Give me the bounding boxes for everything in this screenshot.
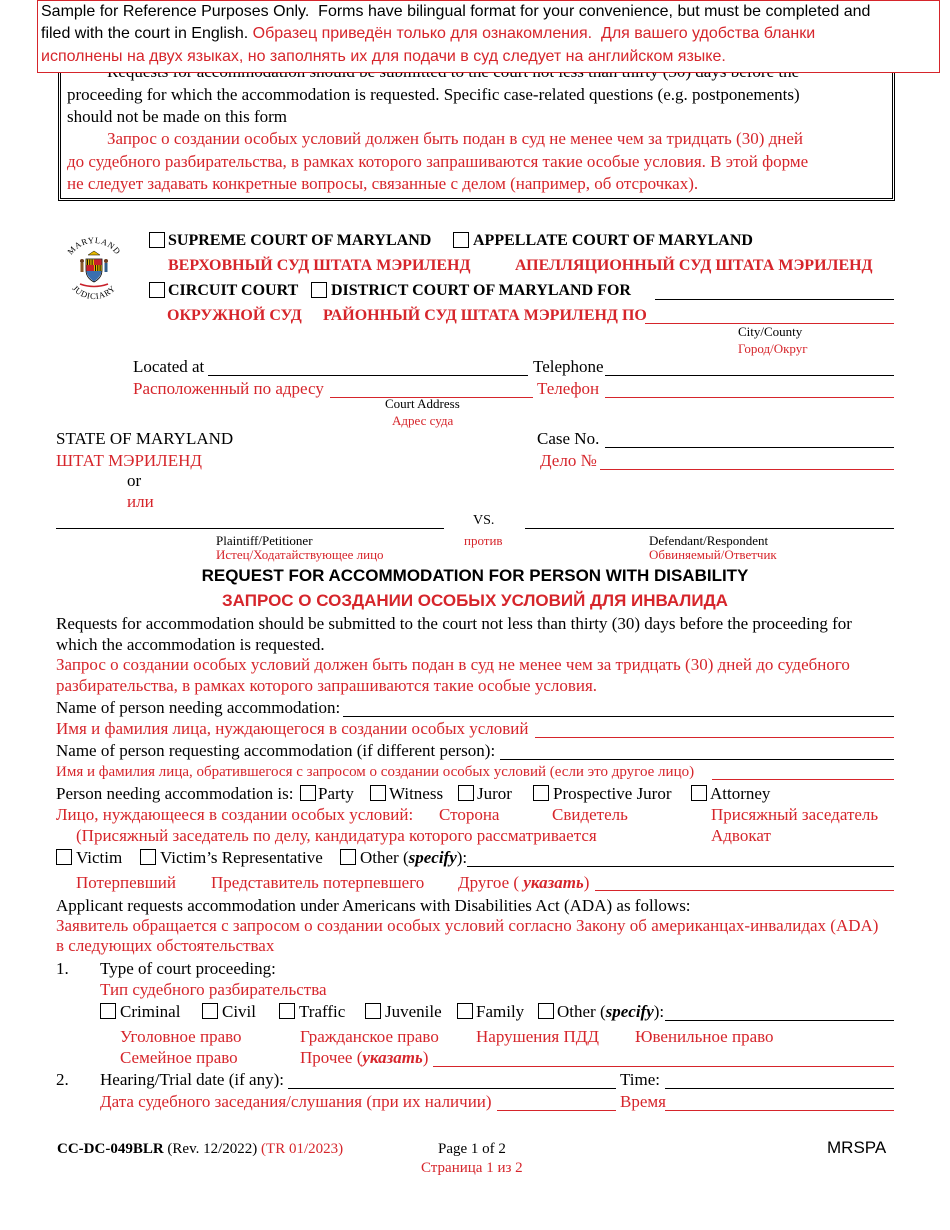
case-no-label: Case No. <box>537 429 600 448</box>
victim-representative-label-ru: Представитель потерпевшего <box>211 873 425 892</box>
vs-label: VS. <box>473 513 495 528</box>
juvenile-checkbox[interactable] <box>365 1003 381 1019</box>
other-proceeding-label <box>557 1002 664 1022</box>
intro-ru-line-1: Запрос о создании особых условий должен быть подан в суд не менее чем за тридцать (30) дней до судебного <box>56 655 850 674</box>
state-of-maryland-label: STATE OF MARYLAND <box>56 429 234 448</box>
time-field-ru[interactable] <box>665 1110 894 1111</box>
other-proceeding-label-ru-pre: Прочее ( <box>300 1048 363 1067</box>
civil-label-ru: Гражданское право <box>300 1027 439 1046</box>
other-proceeding-checkbox[interactable] <box>538 1003 554 1019</box>
logo-top-text: MARYLAND <box>65 234 123 257</box>
witness-label: Witness <box>389 784 444 803</box>
civil-checkbox[interactable] <box>202 1003 218 1019</box>
name-needing-label-ru: Имя и фамилия лица, нуждающегося в создании особых условий <box>56 719 529 738</box>
ada-request-text-ru-line-2: в следующих обстоятельствах <box>56 936 275 955</box>
traffic-checkbox[interactable] <box>279 1003 295 1019</box>
family-label: Family <box>476 1002 525 1021</box>
located-at-label: Located at <box>133 357 205 376</box>
logo-bottom-text: JUDICIARY <box>70 283 118 302</box>
form-id: CC-DC-049BLR <box>57 1141 164 1157</box>
notice-ru-line-2: до судебного разбирательства, в рамках которого запрашиваются такие особые условия. В этой форме <box>67 152 809 171</box>
juror-label-ru: Присяжный заседатель <box>711 805 879 824</box>
other-role-label <box>360 848 467 868</box>
form-translation-rev: (TR 01/2023) <box>261 1141 344 1157</box>
appellate-court-label: APPELLATE COURT OF MARYLAND <box>473 232 753 249</box>
other-proceeding-label-ru-specify: указать <box>362 1048 423 1067</box>
juror-checkbox[interactable] <box>458 785 474 801</box>
witness-label-ru: Свидетель <box>552 805 628 824</box>
victim-checkbox[interactable] <box>56 849 72 865</box>
proceeding-type-label: Type of court proceeding: <box>100 959 276 978</box>
district-court-label-ru: РАЙОННЫЙ СУД ШТАТА МЭРИЛЕНД ПО <box>323 307 647 324</box>
intro-ru-line-2: разбирательства, в рамках которого запрашиваются такие особые условия. <box>56 676 598 695</box>
family-label-ru: Семейное право <box>120 1048 238 1067</box>
located-at-label-ru: Расположенный по адресу <box>133 379 324 398</box>
supreme-court-checkbox[interactable] <box>149 232 165 248</box>
prospective-juror-label-ru: (Присяжный заседатель по делу, кандидатура которого рассматривается <box>76 826 597 845</box>
other-role-checkbox[interactable] <box>340 849 356 865</box>
civil-label: Civil <box>222 1002 257 1021</box>
hearing-date-label: Hearing/Trial date (if any): <box>100 1070 284 1089</box>
other-proceeding-field[interactable] <box>665 1020 894 1021</box>
intro-en-line-1: Requests for accommodation should be submitted to the court not less than thirty (30) days before the proceeding for <box>56 614 852 633</box>
family-checkbox[interactable] <box>457 1003 473 1019</box>
other-proceeding-label-post: ): <box>653 1002 665 1021</box>
defendant-caption: Defendant/Respondent <box>649 533 769 548</box>
notice-en-line-2: proceeding for which the accommodation is requested. Specific case-related questions (e.g. postponements) <box>67 85 800 104</box>
telephone-field-ru[interactable] <box>605 397 894 398</box>
other-role-label-ru <box>458 873 589 893</box>
item-2-number: 2. <box>56 1070 69 1089</box>
other-proceeding-label-pre: Other ( <box>557 1002 606 1021</box>
banner-line-2 <box>41 24 815 44</box>
form-code: MRSPA <box>827 1138 887 1157</box>
victim-label-ru: Потерпевший <box>76 873 176 892</box>
district-court-checkbox[interactable] <box>311 282 327 298</box>
time-field[interactable] <box>665 1088 894 1089</box>
other-role-label-ru-post: ) <box>583 873 590 892</box>
traffic-label: Traffic <box>299 1002 346 1021</box>
other-role-label-specify: specify <box>408 848 457 867</box>
banner-english-text: filed with the court in English. <box>41 25 253 42</box>
item-1-number: 1. <box>56 959 69 978</box>
banner-russian-text: Образец приведён только для ознакомления. Для вашего удобства бланки <box>252 25 816 42</box>
name-requesting-field[interactable] <box>500 759 894 760</box>
person-role-label: Person needing accommodation is: <box>56 784 294 803</box>
plaintiff-caption-ru: Истец/Ходатайствующее лицо <box>216 547 384 562</box>
hearing-date-field[interactable] <box>288 1088 616 1089</box>
city-county-field[interactable] <box>655 299 894 300</box>
state-of-maryland-label-ru: ШТАТ МЭРИЛЕНД <box>56 451 202 470</box>
telephone-field[interactable] <box>605 375 894 376</box>
party-label: Party <box>318 784 354 803</box>
prospective-juror-label: Prospective Juror <box>553 784 672 803</box>
other-role-label-ru-specify: указать <box>523 873 584 892</box>
juror-label: Juror <box>477 784 512 803</box>
supreme-court-label-ru: ВЕРХОВНЫЙ СУД ШТАТА МЭРИЛЕНД <box>168 257 471 274</box>
vs-label-ru: против <box>464 533 503 548</box>
name-needing-field-ru[interactable] <box>535 737 894 738</box>
appellate-court-label-ru: АПЕЛЛЯЦИОННЫЙ СУД ШТАТА МЭРИЛЕНД <box>515 257 873 274</box>
name-requesting-field-ru[interactable] <box>712 779 894 780</box>
name-requesting-label-ru: Имя и фамилия лица, обратившегося с запросом о создании особых условий (если это другое лицо) <box>56 764 695 780</box>
time-label-ru: Время <box>620 1092 666 1111</box>
supreme-court-label: SUPREME COURT OF MARYLAND <box>168 232 432 249</box>
name-needing-field[interactable] <box>343 716 894 717</box>
case-no-field[interactable] <box>605 447 894 448</box>
reference-banner <box>37 0 940 73</box>
victim-label: Victim <box>76 848 123 867</box>
form-rev: (Rev. 12/2022) <box>163 1141 262 1157</box>
city-county-caption-ru: Город/Округ <box>738 341 808 356</box>
banner-line-1: Sample for Reference Purposes Only. Forms have bilingual format for your convenience, but must be completed and <box>41 3 871 20</box>
witness-checkbox[interactable] <box>370 785 386 801</box>
time-label: Time: <box>620 1070 661 1089</box>
juvenile-label-ru: Ювенильное право <box>635 1027 774 1046</box>
attorney-checkbox[interactable] <box>691 785 707 801</box>
proceeding-type-label-ru: Тип судебного разбирательства <box>100 980 327 999</box>
person-role-label-ru: Лицо, нуждающееся в создании особых условий: <box>56 805 414 824</box>
other-proceeding-label-specify: specify <box>605 1002 654 1021</box>
notice-en-line-3: should not be made on this form <box>67 107 288 126</box>
telephone-label-ru: Телефон <box>537 379 600 398</box>
traffic-label-ru: Нарушения ПДД <box>476 1027 599 1046</box>
attorney-label-ru: Адвокат <box>711 826 771 845</box>
hearing-date-label-ru: Дата судебного заседания/слушания (при их наличии) <box>100 1092 492 1111</box>
ada-request-text-ru-line-1: Заявитель обращается с запросом о создании особых условий согласно Закону об американцах-инвалидах (ADA) <box>56 916 879 935</box>
criminal-label-ru: Уголовное право <box>120 1027 242 1046</box>
prospective-juror-checkbox[interactable] <box>533 785 549 801</box>
other-role-label-ru-pre: Другое ( <box>458 873 524 892</box>
other-role-label-pre: Other ( <box>360 848 409 867</box>
page-number-ru: Страница 1 из 2 <box>421 1160 523 1176</box>
plaintiff-caption: Plaintiff/Petitioner <box>216 533 313 548</box>
court-address-caption: Court Address <box>385 396 460 411</box>
other-role-field-ru[interactable] <box>595 890 894 891</box>
circuit-court-checkbox[interactable] <box>149 282 165 298</box>
name-needing-label: Name of person needing accommodation: <box>56 698 341 717</box>
notice-ru-line-3: не следует задавать конкретные вопросы, связанные с делом (например, об отсрочках). <box>67 174 699 193</box>
attorney-label: Attorney <box>710 784 771 803</box>
other-role-field[interactable] <box>467 866 894 867</box>
other-proceeding-label-ru <box>300 1048 428 1068</box>
seal-icon <box>80 251 108 287</box>
city-county-caption: City/County <box>738 324 803 339</box>
ada-request-text: Applicant requests accommodation under Americans with Disabilities Act (ADA) as follows: <box>56 896 691 915</box>
district-court-label: DISTRICT COURT OF MARYLAND FOR <box>331 282 631 299</box>
form-title-ru: ЗАПРОС О СОЗДАНИИ ОСОБЫХ УСЛОВИЙ ДЛЯ ИНВАЛИДА <box>222 591 728 610</box>
banner-line-3: исполнены на двух языках, но заполнять их для подачи в суд следует на английском языке. <box>41 48 726 65</box>
or-label-ru: или <box>127 492 154 511</box>
party-checkbox[interactable] <box>300 785 316 801</box>
case-no-label-ru: Дело № <box>540 451 597 470</box>
form-revision <box>57 1140 343 1158</box>
criminal-checkbox[interactable] <box>100 1003 116 1019</box>
other-role-label-post: ): <box>456 848 468 867</box>
other-proceeding-field-ru[interactable] <box>433 1066 894 1067</box>
victim-representative-checkbox[interactable] <box>140 849 156 865</box>
other-proceeding-label-ru-post: ) <box>422 1048 429 1067</box>
victim-representative-label: Victim’s Representative <box>160 848 323 867</box>
hearing-date-field-ru[interactable] <box>497 1110 616 1111</box>
notice-ru-line-1: Запрос о создании особых условий должен быть подан в суд не менее чем за тридцать (30) дней <box>107 129 804 148</box>
juvenile-label: Juvenile <box>385 1002 442 1021</box>
court-address-field[interactable] <box>208 375 528 376</box>
appellate-court-checkbox[interactable] <box>453 232 469 248</box>
maryland-judiciary-logo <box>58 226 130 306</box>
or-label: or <box>127 471 142 490</box>
circuit-court-label: CIRCUIT COURT <box>168 282 299 299</box>
court-address-caption-ru: Адрес суда <box>392 413 454 428</box>
page-number: Page 1 of 2 <box>438 1141 506 1157</box>
telephone-label: Telephone <box>533 357 604 376</box>
plaintiff-field[interactable] <box>56 528 444 529</box>
defendant-caption-ru: Обвиняемый/Ответчик <box>649 547 777 562</box>
defendant-field[interactable] <box>525 528 894 529</box>
intro-en-line-2: which the accommodation is requested. <box>56 635 325 654</box>
circuit-court-label-ru: ОКРУЖНОЙ СУД <box>167 307 302 324</box>
party-label-ru: Сторона <box>439 805 500 824</box>
name-requesting-label: Name of person requesting accommodation (if different person): <box>56 741 496 760</box>
form-title: REQUEST FOR ACCOMMODATION FOR PERSON WITH DISABILITY <box>201 566 749 585</box>
criminal-label: Criminal <box>120 1002 181 1021</box>
case-no-field-ru[interactable] <box>600 469 894 470</box>
